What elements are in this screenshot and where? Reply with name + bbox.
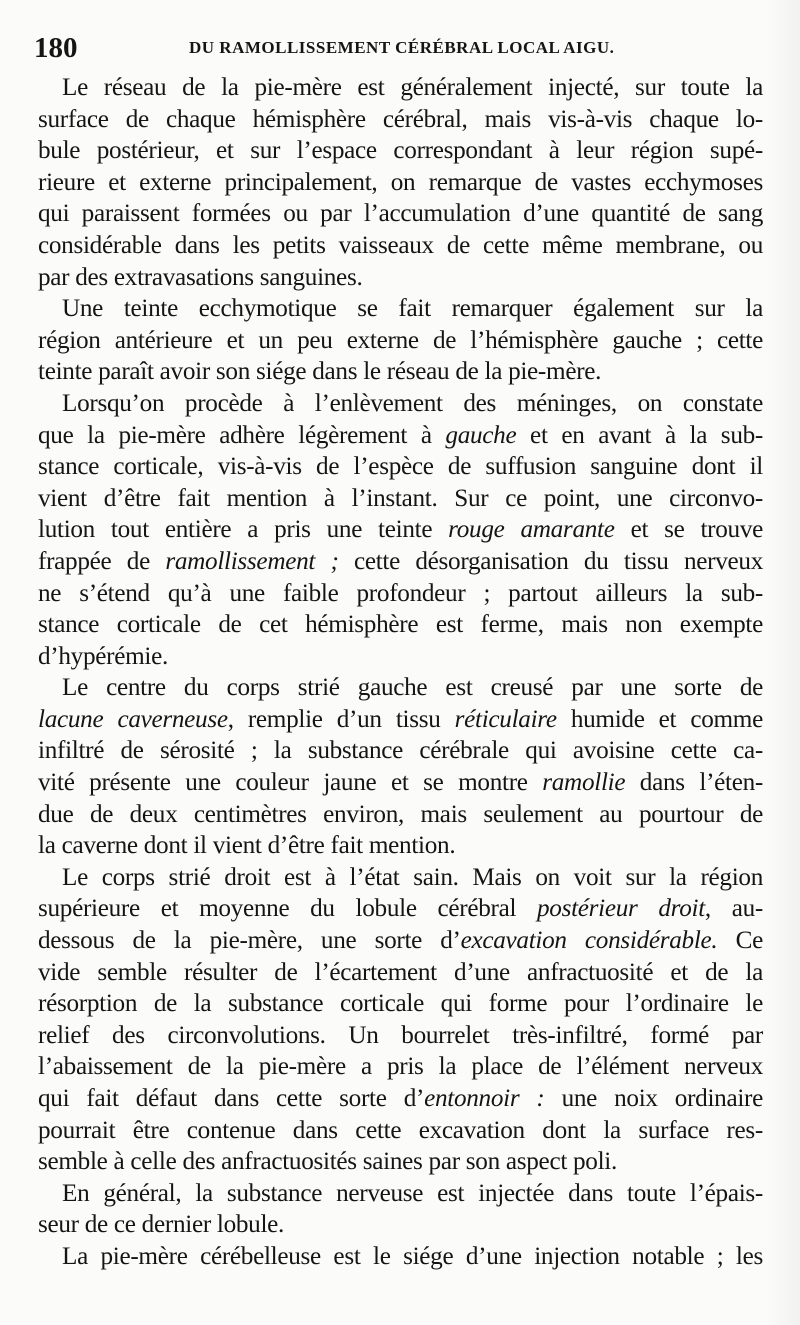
text-line: [38, 957, 763, 989]
text-line: [38, 293, 763, 325]
text-fragment: surface de chaque hémisphère cérébral, mais vis-à-vis chaque lo-: [38, 105, 763, 133]
text-line: [38, 198, 763, 230]
text-fragment: et en avant à la sub-: [516, 421, 763, 449]
text-fragment: , au-: [704, 895, 763, 923]
text-fragment: vient d’être fait mention à l’instant. Sur ce point, une circonvo-: [38, 484, 763, 512]
text-fragment: résorption de la substance corticale qui forme pour l’ordinaire le: [38, 990, 763, 1018]
text-line: [38, 925, 763, 957]
text-line: [38, 325, 763, 357]
italic-text: rouge amarante: [448, 516, 615, 544]
italic-text: gauche: [445, 421, 517, 449]
text-line: [38, 862, 763, 894]
italic-text: réticulaire: [454, 705, 557, 733]
text-fragment: semble à celle des anfractuosités saines par son aspect poli.: [38, 1148, 617, 1176]
text-fragment: dans l’éten-: [625, 769, 763, 797]
text-line: [38, 1083, 763, 1115]
text-fragment: stance corticale de cet hémisphère est ferme, mais non exempte: [38, 611, 763, 639]
text-line: [38, 262, 763, 294]
text-line: [38, 1020, 763, 1052]
text-line: [38, 767, 763, 799]
text-line: [38, 799, 763, 831]
text-fragment: frappée de: [38, 547, 166, 575]
text-line: [38, 609, 763, 641]
text-fragment: et se trouve: [614, 516, 763, 544]
text-fragment: relief des circonvolutions. Un bourrelet très-infiltré, formé par: [38, 1021, 763, 1049]
text-line: [38, 641, 763, 673]
text-fragment: ne s’étend qu’à une faible profondeur ; partout ailleurs la sub-: [38, 579, 763, 607]
text-line: [38, 988, 763, 1020]
italic-text: postérieur droit: [537, 895, 705, 923]
text-fragment: la caverne dont il vient d’être fait mention.: [38, 832, 456, 860]
body-text: [38, 72, 763, 1273]
text-fragment: pourrait être contenue dans cette excavation dont la surface res-: [38, 1116, 763, 1144]
text-fragment: Le réseau de la pie-mère est généralement injecté, sur toute la: [62, 74, 763, 101]
text-fragment: En général, la substance nerveuse est injectée dans toute l’épais-: [62, 1179, 763, 1207]
text-fragment: teinte paraît avoir son siége dans le réseau de la pie-mère.: [38, 358, 602, 386]
text-line: [38, 672, 763, 704]
text-fragment: rieure et externe principalement, on remarque de vastes ecchymoses: [38, 168, 763, 196]
text-fragment: stance corticale, vis-à-vis de l’espèce de suffusion sanguine dont il: [38, 453, 763, 481]
text-line: [38, 1051, 763, 1083]
text-fragment: dessous de la pie-mère, une sorte d’: [38, 927, 461, 955]
text-fragment: Une teinte ecchymotique se fait remarquer également sur la: [62, 295, 763, 323]
text-fragment: Le corps strié droit est à l’état sain. Mais on voit sur la région: [62, 863, 763, 891]
text-line: [38, 167, 763, 199]
text-line: [38, 1178, 763, 1210]
text-fragment: infiltré de sérosité ; la substance cérébrale qui avoisine cette ca-: [38, 737, 763, 765]
text-fragment: que la pie-mère adhère légèrement à: [38, 421, 446, 449]
text-fragment: considérable dans les petits vaisseaux de cette même membrane, ou: [38, 231, 763, 259]
text-line: [38, 546, 763, 578]
text-fragment: supérieure et moyenne du lobule cérébral: [38, 895, 538, 923]
text-fragment: qui fait défaut dans cette sorte d’: [38, 1085, 425, 1112]
text-fragment: , remplie d’un tissu: [227, 705, 455, 733]
text-fragment: bule postérieur, et sur l’espace correspondant à leur région supé-: [38, 137, 763, 165]
running-title: DU RAMOLLISSEMENT CÉRÉBRAL LOCAL AIGU.: [189, 38, 615, 57]
text-line: [38, 356, 763, 388]
text-fragment: d’hypérémie.: [38, 642, 168, 670]
italic-text: ramollissement ;: [165, 547, 339, 575]
text-line: [38, 1241, 763, 1273]
text-fragment: région antérieure et un peu externe de l’hémisphère gauche ; cette: [38, 326, 763, 354]
text-line: [38, 388, 763, 420]
text-line: [38, 135, 763, 167]
page-edge-shadow: [766, 0, 800, 1325]
text-line: [38, 830, 763, 862]
italic-text: entonnoir :: [424, 1085, 545, 1112]
italic-text: excavation considérable.: [460, 927, 718, 955]
text-line: [38, 483, 763, 515]
text-line: [38, 735, 763, 767]
text-fragment: cette désorganisation du tissu nerveux: [338, 547, 763, 575]
text-line: [38, 104, 763, 136]
text-fragment: humide et comme: [556, 705, 763, 733]
running-head: [34, 30, 764, 66]
text-line: [38, 230, 763, 262]
text-line: [38, 1146, 763, 1178]
italic-text: ramollie: [542, 769, 626, 797]
text-fragment: une noix ordinaire: [544, 1085, 764, 1112]
text-line: [38, 893, 763, 925]
text-fragment: par des extravasations sanguines.: [38, 263, 363, 291]
text-line: [38, 451, 763, 483]
text-fragment: Le centre du corps strié gauche est creusé par une sorte de: [62, 674, 763, 702]
text-fragment: qui paraissent formées ou par l’accumulation d’une quantité de sang: [38, 200, 763, 228]
text-line: [38, 72, 763, 104]
text-line: [38, 1115, 763, 1147]
text-line: [38, 578, 763, 610]
text-fragment: Ce: [717, 927, 763, 955]
text-fragment: seur de ce dernier lobule.: [38, 1211, 285, 1239]
text-fragment: vide semble résulter de l’écartement d’une anfractuosité et de la: [38, 958, 763, 986]
text-line: [38, 1209, 763, 1241]
text-fragment: lution tout entière a pris une teinte: [38, 516, 449, 544]
text-fragment: due de deux centimètres environ, mais seulement au pourtour de: [38, 800, 763, 828]
text-fragment: La pie-mère cérébelleuse est le siége d’une injection notable ; les: [62, 1242, 763, 1270]
text-line: [38, 420, 763, 452]
page-number: 180: [34, 32, 78, 64]
text-fragment: Lorsqu’on procède à l’enlèvement des méninges, on constate: [62, 389, 763, 417]
text-line: [38, 514, 763, 546]
italic-text: lacune caverneuse: [38, 705, 228, 733]
text-fragment: vité présente une couleur jaune et se montre: [38, 769, 543, 797]
text-line: [38, 704, 763, 736]
text-fragment: l’abaissement de la pie-mère a pris la place de l’élément nerveux: [38, 1053, 763, 1081]
